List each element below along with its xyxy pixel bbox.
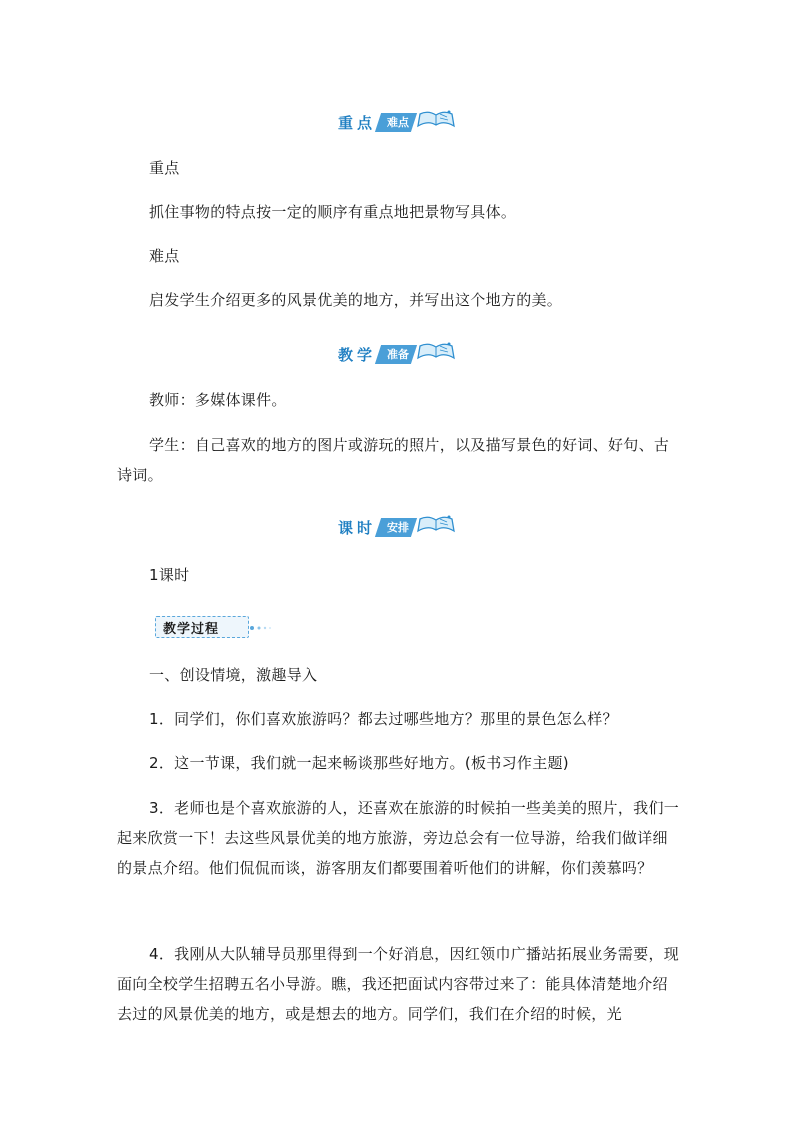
process-item-2: 2．这一节课，我们就一起来畅谈那些好地方。(板书习作主题) (149, 754, 569, 772)
section-title-left: 课时 (337, 518, 376, 537)
step1-title: 一、创设情境，激趣导入 (149, 666, 318, 684)
section-title-left: 教学 (337, 345, 376, 364)
open-book-icon (416, 340, 456, 364)
section-header-preparation (0, 340, 794, 368)
section-title-right-tab: 安排 (375, 518, 417, 537)
process-label-box (155, 614, 271, 640)
process-item-4: 4．我刚从大队辅导员那里得到一个好消息，因红领巾广播站拓展业务需要，现面向全校学生招聘五名小导游。瞧，我还把面试内容带过来了：能具体清楚地介绍去过的风景优美的地方，或是想去的地方。同学们，我们在介绍的时候，光 (117, 945, 680, 1023)
schedule-text: 1课时 (149, 566, 190, 584)
difficulty-heading: 难点 (149, 247, 180, 265)
open-book-icon (416, 513, 456, 537)
section-header-key-points (0, 108, 794, 136)
section-header-schedule (0, 513, 794, 541)
process-label: 教学过程 (163, 622, 220, 637)
key-point-text: 抓住事物的特点按一定的顺序有重点地把景物写具体。 (149, 203, 517, 221)
section-title-right-tab: 准备 (375, 345, 417, 364)
student-prep: 学生：自己喜欢的地方的图片或游玩的照片，以及描写景色的好词、好句、古诗词。 (117, 436, 670, 484)
section-badge (338, 109, 456, 135)
section-title-left: 重点 (337, 113, 376, 132)
open-book-icon (416, 108, 456, 132)
section-badge (338, 514, 456, 540)
decorative-dots-icon (249, 622, 273, 634)
key-point-heading: 重点 (149, 159, 180, 177)
process-item-1: 1．同学们，你们喜欢旅游吗？都去过哪些地方？那里的景色怎么样？ (149, 710, 618, 728)
difficulty-text: 启发学生介绍更多的风景优美的地方，并写出这个地方的美。 (149, 291, 563, 309)
teacher-prep: 教师：多媒体课件。 (149, 391, 287, 409)
process-item-3: 3．老师也是个喜欢旅游的人，还喜欢在旅游的时候拍一些美美的照片，我们一起来欣赏一下！去这些风景优美的地方旅游，旁边总会有一位导游，给我们做详细的景点介绍。他们侃侃而谈，游客朋友们都要围着听他们的讲解，你们羡慕吗？ (117, 799, 680, 877)
section-badge (338, 341, 456, 367)
section-title-right-tab: 难点 (375, 113, 417, 132)
